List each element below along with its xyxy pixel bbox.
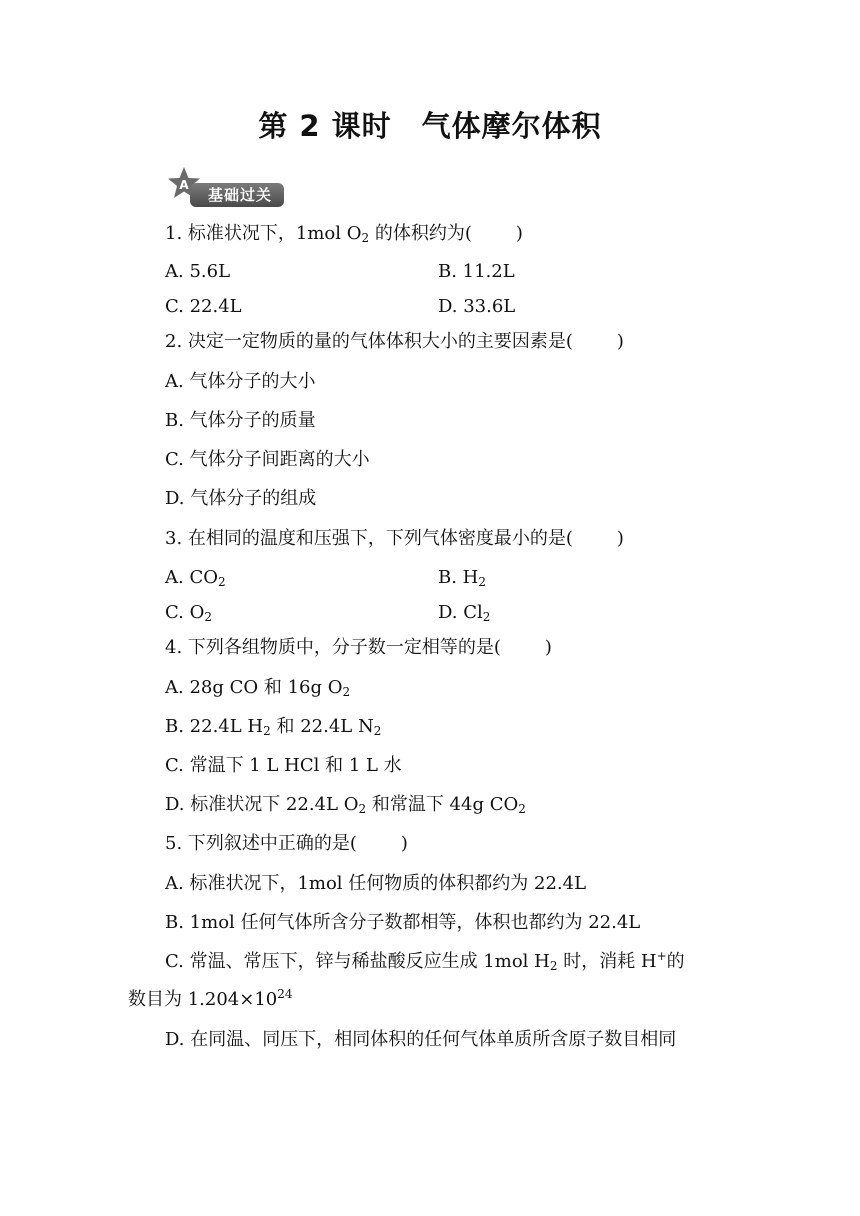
q1-option-d: D. 33.6L: [438, 296, 516, 317]
q2-option-b: B. 气体分子的质量: [165, 410, 316, 431]
q4-option-a: A. 28g CO 和 16g $O_2$: [165, 677, 351, 699]
q2-option-c: C. 气体分子间距离的大小: [165, 449, 370, 470]
q3-option-b: B. $H_2$: [438, 567, 487, 589]
question-5-stem: 5. 下列叙述中正确的是( ): [165, 833, 408, 854]
q5-option-d: D. 在同温、同压下，相同体积的任何气体单质所含原子数目相同: [165, 1029, 677, 1050]
q3-option-a: A. $CO_2$: [165, 567, 226, 589]
q5-option-c-continued: 数目为 $1.204\times 10^{24}$: [128, 987, 293, 1010]
q5-option-c: C. 常温、常压下，锌与稀盐酸反应生成 1mol $H_2$ 时，消耗 H+的: [165, 949, 685, 973]
badge-label: 基础过关: [190, 183, 284, 207]
q1-option-c: C. 22.4L: [165, 296, 242, 317]
q2-option-a: A. 气体分子的大小: [165, 371, 316, 392]
q4-option-d: D. 标准状况下 22.4L $O_2$ 和常温下 44g $CO_2$: [165, 794, 526, 816]
q3-option-c: C. $O_2$: [165, 602, 212, 624]
q5-option-b: B. 1mol 任何气体所含分子数都相等，体积也都约为 22.4L: [165, 912, 641, 933]
question-1-stem: 1. 标准状况下，1mol $O_2$ 的体积约为( ): [165, 223, 523, 245]
question-4-stem: 4. 下列各组物质中，分子数一定相等的是( ): [165, 637, 552, 658]
q4-option-b: B. 22.4L $H_2$ 和 22.4L $N_2$: [165, 716, 382, 738]
section-badge: [166, 166, 286, 210]
q3-option-d: D. $Cl_2$: [438, 602, 491, 624]
badge-letter: A: [179, 178, 189, 192]
q1-option-b: B. 11.2L: [438, 261, 515, 282]
question-3-stem: 3. 在相同的温度和压强下，下列气体密度最小的是( ): [165, 528, 624, 549]
q2-option-d: D. 气体分子的组成: [165, 488, 317, 509]
q4-option-c: C. 常温下 1 L HCl 和 1 L 水: [165, 755, 402, 776]
question-2-stem: 2. 决定一定物质的量的气体体积大小的主要因素是( ): [165, 331, 624, 352]
q1-option-a: A. 5.6L: [165, 261, 231, 282]
page-title: 第 2 课时 气体摩尔体积: [258, 109, 602, 143]
q5-option-a: A. 标准状况下，1mol 任何物质的体积都约为 22.4L: [165, 873, 587, 894]
